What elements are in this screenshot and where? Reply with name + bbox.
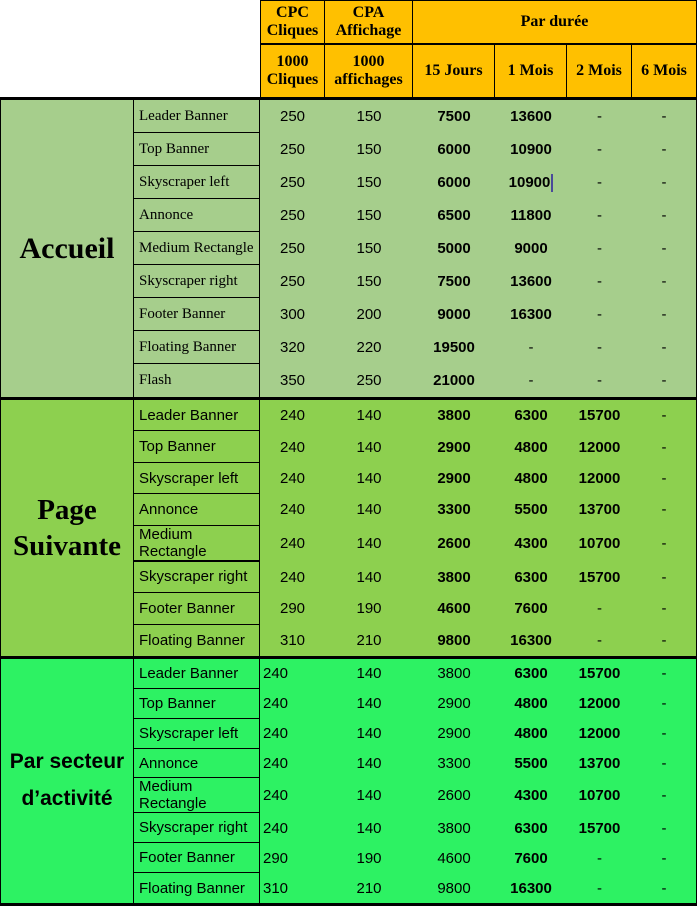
cell-cpa: 150: [356, 240, 382, 257]
cell-m6: -: [661, 725, 667, 743]
cell-cpa: 140: [356, 568, 382, 586]
cell-m2: -: [597, 631, 602, 649]
row-label: Annonce: [134, 494, 260, 525]
cell-d15: 9800: [437, 631, 471, 649]
cell-m1: 16300: [510, 306, 552, 323]
cell-m2: 12000: [578, 725, 621, 743]
header-1000-cliques: 1000 Cliques: [260, 45, 325, 97]
cell-m2: -: [597, 339, 602, 356]
cell-d15: 2600: [437, 535, 471, 553]
header-par-duree: Par durée: [413, 0, 697, 45]
header-15-jours: 15 Jours: [413, 45, 495, 97]
row-label: Floating Banner: [134, 625, 260, 656]
cell-cpc: 250: [279, 207, 306, 224]
cell-m6: -: [661, 438, 667, 456]
cell-cpa: 140: [356, 407, 382, 425]
cell-cpc: 310: [279, 631, 306, 649]
cell-cpa: 150: [356, 273, 382, 290]
text-cursor: [551, 174, 553, 192]
cell-m1: 4800: [514, 438, 548, 456]
cell-cpc: 240: [279, 438, 306, 456]
table-row: [134, 331, 696, 364]
row-label: Medium Rectangle: [134, 232, 260, 265]
table-row: [134, 526, 696, 562]
header-row-sub: [0, 45, 697, 97]
section-page-suivante: [0, 400, 697, 656]
row-label: Leader Banner: [134, 100, 260, 133]
cell-cpa: 200: [356, 306, 382, 323]
header-row-top: [0, 0, 697, 45]
cell-d15: 3300: [437, 501, 471, 519]
cell-m1: 10900: [495, 166, 567, 199]
cell-m6: -: [661, 407, 667, 425]
section-title-page-suivante: Page Suivante: [1, 400, 134, 656]
cell-m1: 5500: [514, 755, 548, 772]
table-row: [134, 562, 696, 593]
cell-m2: 12000: [578, 438, 621, 456]
section-par-secteur: [0, 659, 697, 903]
table-row: [134, 364, 696, 397]
cell-m2: 10700: [578, 535, 621, 553]
row-label: Skyscraper right: [134, 813, 260, 843]
cell-m2: 15700: [578, 568, 621, 586]
cell-d15: 21000: [433, 372, 475, 389]
cell-cpa: 140: [356, 470, 382, 488]
cell-cpc: 310: [263, 879, 289, 897]
cell-m2: -: [597, 240, 602, 257]
cell-d15: 9000: [437, 306, 471, 323]
table-row: [134, 593, 696, 624]
cell-m1: -: [528, 339, 534, 356]
table-row: [134, 463, 696, 494]
cell-m2: -: [597, 108, 602, 125]
cell-d15: 3800: [437, 665, 471, 683]
cell-m1: 16300: [510, 879, 552, 897]
cell-m6: -: [661, 141, 667, 158]
cell-cpc: 240: [279, 568, 306, 586]
cell-cpa: 140: [356, 501, 382, 519]
section-title-par-secteur: Par secteur d’activité: [1, 659, 134, 903]
table-row: [134, 100, 696, 133]
row-label: Floating Banner: [134, 331, 260, 364]
row-label: Leader Banner: [134, 659, 260, 689]
cell-m1: 6300: [514, 819, 548, 837]
cell-m2: 15700: [578, 819, 621, 837]
cell-cpa: 210: [356, 879, 382, 897]
cell-m6: -: [661, 501, 667, 519]
cell-cpc: 240: [263, 695, 289, 713]
cell-d15: 4600: [437, 849, 471, 867]
cell-m2: -: [597, 879, 602, 897]
cell-d15: 4600: [437, 600, 471, 618]
cell-m2: -: [597, 207, 602, 224]
cell-m6: -: [661, 339, 667, 356]
cell-cpa: 250: [356, 372, 382, 389]
row-label: Footer Banner: [134, 593, 260, 624]
cell-m1: 7600: [514, 600, 548, 618]
header-2-mois: 2 Mois: [567, 45, 632, 97]
cell-cpa: 140: [356, 755, 382, 772]
row-label: Top Banner: [134, 431, 260, 462]
header-empty-corner: [0, 45, 260, 97]
cell-d15: 3800: [437, 819, 471, 837]
cell-d15: 6000: [437, 141, 471, 158]
cell-cpc: 240: [279, 470, 306, 488]
cell-m6: -: [661, 207, 667, 224]
table-row: [134, 625, 696, 656]
cell-m6: -: [661, 470, 667, 488]
cell-cpa: 210: [356, 631, 382, 649]
header-cpc-cliques: CPC Cliques: [260, 0, 325, 45]
cell-m2: -: [597, 306, 602, 323]
cell-m2: -: [597, 273, 602, 290]
table-body: [0, 100, 697, 906]
cell-cpa: 140: [356, 695, 382, 713]
row-label: Floating Banner: [134, 873, 260, 903]
cell-m6: -: [661, 306, 667, 323]
table-row: [134, 298, 696, 331]
cell-cpc: 290: [279, 600, 306, 618]
table-row: [134, 166, 696, 199]
cell-cpa: 140: [356, 665, 382, 683]
row-label: Skyscraper left: [134, 463, 260, 494]
section-accueil: [0, 100, 697, 397]
cell-m2: -: [597, 141, 602, 158]
cell-cpc: 250: [279, 141, 306, 158]
row-label: Annonce: [134, 749, 260, 779]
cell-m1: -: [528, 372, 534, 389]
table-row: [134, 873, 696, 903]
cell-d15: 2600: [437, 787, 471, 805]
cell-cpc: 250: [279, 240, 306, 257]
cell-cpa: 220: [356, 339, 382, 356]
cell-m6: -: [661, 849, 667, 867]
row-label: Footer Banner: [134, 843, 260, 873]
cell-cpa: 140: [356, 819, 382, 837]
cell-d15: 3800: [437, 407, 471, 425]
table-row: [134, 494, 696, 525]
cell-cpc: 240: [279, 535, 306, 553]
cell-d15: 6000: [437, 174, 471, 191]
header-6-mois: 6 Mois: [632, 45, 697, 97]
cell-d15: 3800: [437, 568, 471, 586]
cell-m1: 7600: [514, 849, 548, 867]
cell-m1: 9000: [514, 240, 548, 257]
cell-cpa: 140: [356, 438, 382, 456]
row-label: Flash: [134, 364, 260, 397]
cell-m2: -: [597, 372, 602, 389]
cell-m6: -: [661, 568, 667, 586]
cell-m2: -: [597, 849, 602, 867]
table-row: [134, 133, 696, 166]
cell-cpc: 240: [279, 407, 306, 425]
cell-d15: 2900: [437, 438, 471, 456]
header-cpa-affichage: CPA Affichage: [325, 0, 413, 45]
row-label: Top Banner: [134, 133, 260, 166]
row-label: Medium Rectangle: [134, 526, 260, 562]
cell-cpa: 150: [356, 108, 382, 125]
cell-m1: 4300: [514, 535, 548, 553]
cell-cpa: 140: [356, 787, 382, 805]
cell-m1: 16300: [510, 631, 552, 649]
row-label: Footer Banner: [134, 298, 260, 331]
cell-m6: -: [661, 665, 667, 683]
cell-m2: 15700: [578, 665, 621, 683]
cell-m6: -: [661, 631, 667, 649]
cell-m2: 12000: [578, 470, 621, 488]
cell-m6: -: [661, 695, 667, 713]
cell-d15: 2900: [437, 725, 471, 743]
cell-cpc: 300: [279, 306, 306, 323]
row-label: Skyscraper left: [134, 166, 260, 199]
table-row: [134, 265, 696, 298]
row-label: Skyscraper right: [134, 562, 260, 593]
cell-m2: 13700: [578, 501, 621, 519]
cell-d15: 7500: [437, 108, 471, 125]
cell-cpa: 140: [356, 535, 382, 553]
row-label: Annonce: [134, 199, 260, 232]
row-label: Leader Banner: [134, 400, 260, 431]
table-row: [134, 232, 696, 265]
table-row: [134, 659, 696, 689]
cell-cpc: 240: [263, 725, 289, 743]
cell-m1: 4300: [514, 787, 548, 805]
cell-d15: 2900: [437, 470, 471, 488]
cell-cpa: 150: [356, 207, 382, 224]
table-row: [134, 778, 696, 813]
cell-cpc: 240: [263, 787, 289, 805]
row-label: Skyscraper left: [134, 719, 260, 749]
cell-m6: -: [661, 174, 667, 191]
table-row: [134, 719, 696, 749]
cell-cpa: 190: [356, 600, 382, 618]
cell-cpc: 250: [279, 273, 306, 290]
cell-cpc: 250: [279, 174, 306, 191]
cell-cpa: 150: [356, 174, 382, 191]
cell-d15: 3300: [437, 755, 471, 772]
row-label: Skyscraper right: [134, 265, 260, 298]
cell-d15: 9800: [437, 879, 471, 897]
table-row: [134, 431, 696, 462]
cell-m6: -: [661, 600, 667, 618]
cell-m2: 10700: [578, 787, 621, 805]
table-row: [134, 400, 696, 431]
cell-m6: -: [661, 108, 667, 125]
cell-m6: -: [661, 755, 667, 772]
cell-m2: 15700: [578, 407, 621, 425]
cell-m2: 13700: [578, 755, 621, 772]
table-row: [134, 813, 696, 843]
cell-d15: 5000: [437, 240, 471, 257]
cell-cpa: 150: [356, 141, 382, 158]
cell-m1: 13600: [510, 273, 552, 290]
row-label: Top Banner: [134, 689, 260, 719]
cell-cpa: 140: [356, 725, 382, 743]
cell-m1: 6300: [514, 407, 548, 425]
header-1000-affichages: 1000 affichages: [325, 45, 413, 97]
cell-m2: -: [597, 174, 602, 191]
cell-cpc: 320: [279, 339, 306, 356]
cell-cpc: 240: [279, 501, 306, 519]
cell-m1: 4800: [514, 470, 548, 488]
cell-cpc: 290: [263, 849, 289, 867]
table-row: [134, 843, 696, 873]
cell-m1: 10900: [510, 141, 552, 158]
cell-m1: 4800: [514, 695, 548, 713]
cell-cpc: 240: [263, 819, 289, 837]
cell-m1: 5500: [514, 501, 548, 519]
cell-cpc: 350: [279, 372, 306, 389]
cell-d15: 6500: [437, 207, 471, 224]
section-title-accueil: Accueil: [1, 100, 134, 397]
cell-cpc: 240: [263, 755, 289, 772]
cell-cpc: 250: [279, 108, 306, 125]
cell-m6: -: [661, 787, 667, 805]
header-empty-corner: [0, 0, 260, 45]
cell-m1: 6300: [514, 568, 548, 586]
cell-cpc: 240: [263, 665, 289, 683]
cell-m1: 11800: [510, 207, 552, 224]
cell-m2: -: [597, 600, 602, 618]
cell-m6: -: [661, 273, 667, 290]
table-row: [134, 749, 696, 779]
cell-m6: -: [661, 879, 667, 897]
row-label: Medium Rectangle: [134, 778, 260, 813]
cell-m6: -: [661, 535, 667, 553]
cell-d15: 19500: [433, 339, 475, 356]
cell-m1: 4800: [514, 725, 548, 743]
cell-d15: 7500: [437, 273, 471, 290]
header-1-mois: 1 Mois: [495, 45, 567, 97]
cell-m1: 13600: [510, 108, 552, 125]
cell-m1: 6300: [514, 665, 548, 683]
table-row: [134, 689, 696, 719]
cell-d15: 2900: [437, 695, 471, 713]
cell-m6: -: [661, 819, 667, 837]
cell-m2: 12000: [578, 695, 621, 713]
cell-m6: -: [661, 240, 667, 257]
table-row: [134, 199, 696, 232]
cell-m6: -: [661, 372, 667, 389]
cell-cpa: 190: [356, 849, 382, 867]
